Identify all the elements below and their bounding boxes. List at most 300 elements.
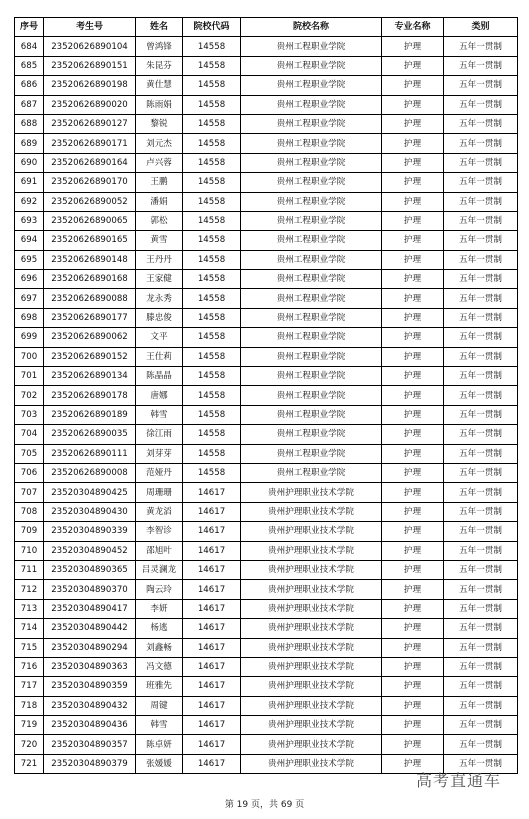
cell-name: 卢兴蓉 bbox=[136, 153, 183, 172]
cell-school-code: 14617 bbox=[183, 735, 241, 754]
cell-index: 708 bbox=[15, 502, 44, 521]
cell-school-code: 14558 bbox=[183, 270, 241, 289]
cell-school-code: 14617 bbox=[183, 560, 241, 579]
cell-category: 五年一贯制 bbox=[444, 95, 518, 114]
table-row bbox=[15, 114, 518, 133]
cell-major: 护理 bbox=[382, 483, 444, 502]
cell-school-code: 14558 bbox=[183, 134, 241, 153]
cell-name: 周珊珊 bbox=[136, 483, 183, 502]
cell-school-name: 贵州工程职业学院 bbox=[241, 289, 382, 308]
cell-school-code: 14558 bbox=[183, 289, 241, 308]
table-row bbox=[15, 560, 518, 579]
table-row bbox=[15, 580, 518, 599]
cell-exam-id: 23520626890020 bbox=[44, 95, 136, 114]
cell-exam-id: 23520626890111 bbox=[44, 444, 136, 463]
cell-exam-id: 23520626890148 bbox=[44, 250, 136, 269]
cell-index: 719 bbox=[15, 716, 44, 735]
cell-major: 护理 bbox=[382, 560, 444, 579]
cell-exam-id: 23520626890052 bbox=[44, 192, 136, 211]
cell-school-code: 14617 bbox=[183, 502, 241, 521]
cell-school-name: 贵州护理职业技术学院 bbox=[241, 716, 382, 735]
cell-name: 黄龙滔 bbox=[136, 502, 183, 521]
cell-name: 李妍 bbox=[136, 599, 183, 618]
table-row bbox=[15, 677, 518, 696]
cell-exam-id: 23520304890436 bbox=[44, 716, 136, 735]
cell-exam-id: 23520304890425 bbox=[44, 483, 136, 502]
cell-school-name: 贵州工程职业学院 bbox=[241, 444, 382, 463]
cell-exam-id: 23520304890357 bbox=[44, 735, 136, 754]
cell-exam-id: 23520304890339 bbox=[44, 522, 136, 541]
table-row bbox=[15, 270, 518, 289]
cell-major: 护理 bbox=[382, 76, 444, 95]
cell-school-code: 14617 bbox=[183, 754, 241, 773]
cell-index: 695 bbox=[15, 250, 44, 269]
cell-school-name: 贵州护理职业技术学院 bbox=[241, 657, 382, 676]
cell-major: 护理 bbox=[382, 328, 444, 347]
cell-index: 689 bbox=[15, 134, 44, 153]
cell-major: 护理 bbox=[382, 522, 444, 541]
cell-school-code: 14558 bbox=[183, 347, 241, 366]
cell-name: 周键 bbox=[136, 696, 183, 715]
cell-category: 五年一贯制 bbox=[444, 250, 518, 269]
cell-school-code: 14617 bbox=[183, 657, 241, 676]
cell-exam-id: 23520304890430 bbox=[44, 502, 136, 521]
cell-name: 杨逃 bbox=[136, 619, 183, 638]
cell-school-name: 贵州工程职业学院 bbox=[241, 114, 382, 133]
cell-name: 王丹丹 bbox=[136, 250, 183, 269]
cell-index: 711 bbox=[15, 560, 44, 579]
cell-school-name: 贵州工程职业学院 bbox=[241, 308, 382, 327]
cell-major: 护理 bbox=[382, 95, 444, 114]
table-row bbox=[15, 638, 518, 657]
cell-school-name: 贵州护理职业技术学院 bbox=[241, 483, 382, 502]
cell-category: 五年一贯制 bbox=[444, 463, 518, 482]
cell-major: 护理 bbox=[382, 425, 444, 444]
cell-index: 700 bbox=[15, 347, 44, 366]
cell-school-code: 14617 bbox=[183, 638, 241, 657]
cell-exam-id: 23520626890170 bbox=[44, 173, 136, 192]
cell-school-code: 14617 bbox=[183, 599, 241, 618]
table-row bbox=[15, 483, 518, 502]
cell-name: 范娅丹 bbox=[136, 463, 183, 482]
cell-category: 五年一贯制 bbox=[444, 134, 518, 153]
cell-school-name: 贵州工程职业学院 bbox=[241, 347, 382, 366]
cell-category: 五年一贯制 bbox=[444, 56, 518, 75]
table-row bbox=[15, 153, 518, 172]
cell-category: 五年一贯制 bbox=[444, 677, 518, 696]
cell-major: 护理 bbox=[382, 580, 444, 599]
cell-school-name: 贵州工程职业学院 bbox=[241, 173, 382, 192]
cell-index: 693 bbox=[15, 211, 44, 230]
cell-major: 护理 bbox=[382, 754, 444, 773]
cell-major: 护理 bbox=[382, 308, 444, 327]
table-header-row bbox=[15, 18, 518, 37]
cell-school-code: 14617 bbox=[183, 619, 241, 638]
cell-school-code: 14558 bbox=[183, 425, 241, 444]
cell-school-code: 14558 bbox=[183, 231, 241, 250]
cell-index: 686 bbox=[15, 76, 44, 95]
cell-category: 五年一贯制 bbox=[444, 270, 518, 289]
cell-category: 五年一贯制 bbox=[444, 560, 518, 579]
cell-school-code: 14558 bbox=[183, 173, 241, 192]
col-header-index: 序号 bbox=[15, 18, 44, 37]
cell-index: 705 bbox=[15, 444, 44, 463]
table-row bbox=[15, 76, 518, 95]
cell-index: 716 bbox=[15, 657, 44, 676]
table-row bbox=[15, 231, 518, 250]
cell-major: 护理 bbox=[382, 270, 444, 289]
cell-index: 713 bbox=[15, 599, 44, 618]
table-row bbox=[15, 541, 518, 560]
cell-exam-id: 23520626890088 bbox=[44, 289, 136, 308]
cell-school-code: 14558 bbox=[183, 192, 241, 211]
cell-category: 五年一贯制 bbox=[444, 347, 518, 366]
table-row bbox=[15, 328, 518, 347]
cell-school-code: 14558 bbox=[183, 37, 241, 56]
cell-index: 706 bbox=[15, 463, 44, 482]
table-row bbox=[15, 308, 518, 327]
col-header-school-name: 院校名称 bbox=[241, 18, 382, 37]
cell-category: 五年一贯制 bbox=[444, 114, 518, 133]
table-row bbox=[15, 56, 518, 75]
cell-school-code: 14558 bbox=[183, 76, 241, 95]
cell-major: 护理 bbox=[382, 56, 444, 75]
cell-school-name: 贵州工程职业学院 bbox=[241, 76, 382, 95]
cell-category: 五年一贯制 bbox=[444, 599, 518, 618]
cell-school-code: 14558 bbox=[183, 405, 241, 424]
cell-index: 684 bbox=[15, 37, 44, 56]
cell-name: 韩雪 bbox=[136, 716, 183, 735]
cell-school-code: 14617 bbox=[183, 522, 241, 541]
cell-category: 五年一贯制 bbox=[444, 522, 518, 541]
cell-index: 709 bbox=[15, 522, 44, 541]
cell-school-name: 贵州工程职业学院 bbox=[241, 463, 382, 482]
table-row bbox=[15, 250, 518, 269]
cell-school-name: 贵州工程职业学院 bbox=[241, 211, 382, 230]
cell-index: 698 bbox=[15, 308, 44, 327]
cell-major: 护理 bbox=[382, 638, 444, 657]
table-row bbox=[15, 502, 518, 521]
cell-major: 护理 bbox=[382, 716, 444, 735]
cell-name: 黄仕慧 bbox=[136, 76, 183, 95]
cell-name: 班雅先 bbox=[136, 677, 183, 696]
cell-category: 五年一贯制 bbox=[444, 211, 518, 230]
table-row bbox=[15, 37, 518, 56]
col-header-major: 专业名称 bbox=[382, 18, 444, 37]
cell-major: 护理 bbox=[382, 231, 444, 250]
col-header-category: 类别 bbox=[444, 18, 518, 37]
cell-index: 710 bbox=[15, 541, 44, 560]
cell-major: 护理 bbox=[382, 37, 444, 56]
cell-category: 五年一贯制 bbox=[444, 153, 518, 172]
cell-name: 文平 bbox=[136, 328, 183, 347]
cell-school-code: 14617 bbox=[183, 483, 241, 502]
cell-name: 韩雪 bbox=[136, 405, 183, 424]
col-header-name: 姓名 bbox=[136, 18, 183, 37]
cell-school-code: 14558 bbox=[183, 250, 241, 269]
admission-list-table bbox=[14, 17, 518, 774]
cell-name: 张媛媛 bbox=[136, 754, 183, 773]
cell-category: 五年一贯制 bbox=[444, 754, 518, 773]
cell-exam-id: 23520626890127 bbox=[44, 114, 136, 133]
cell-school-name: 贵州工程职业学院 bbox=[241, 37, 382, 56]
cell-name: 刘元杰 bbox=[136, 134, 183, 153]
cell-name: 黎锐 bbox=[136, 114, 183, 133]
cell-exam-id: 23520626890168 bbox=[44, 270, 136, 289]
cell-major: 护理 bbox=[382, 599, 444, 618]
cell-name: 陈晶晶 bbox=[136, 367, 183, 386]
cell-school-name: 贵州工程职业学院 bbox=[241, 367, 382, 386]
cell-category: 五年一贯制 bbox=[444, 308, 518, 327]
cell-category: 五年一贯制 bbox=[444, 173, 518, 192]
cell-school-code: 14558 bbox=[183, 211, 241, 230]
col-header-school-code: 院校代码 bbox=[183, 18, 241, 37]
cell-school-name: 贵州护理职业技术学院 bbox=[241, 619, 382, 638]
cell-school-name: 贵州工程职业学院 bbox=[241, 95, 382, 114]
cell-school-code: 14558 bbox=[183, 463, 241, 482]
cell-school-code: 14617 bbox=[183, 696, 241, 715]
cell-name: 徐江雨 bbox=[136, 425, 183, 444]
cell-category: 五年一贯制 bbox=[444, 328, 518, 347]
cell-major: 护理 bbox=[382, 211, 444, 230]
cell-major: 护理 bbox=[382, 386, 444, 405]
cell-category: 五年一贯制 bbox=[444, 541, 518, 560]
cell-index: 721 bbox=[15, 754, 44, 773]
page-footer: 第 19 页，共 69 页 bbox=[224, 800, 305, 810]
cell-exam-id: 23520304890442 bbox=[44, 619, 136, 638]
cell-exam-id: 23520626890104 bbox=[44, 37, 136, 56]
cell-index: 703 bbox=[15, 405, 44, 424]
cell-index: 704 bbox=[15, 425, 44, 444]
cell-school-name: 贵州护理职业技术学院 bbox=[241, 502, 382, 521]
cell-exam-id: 23520304890432 bbox=[44, 696, 136, 715]
cell-exam-id: 23520626890151 bbox=[44, 56, 136, 75]
cell-name: 龙永秀 bbox=[136, 289, 183, 308]
cell-school-name: 贵州工程职业学院 bbox=[241, 405, 382, 424]
cell-school-code: 14558 bbox=[183, 444, 241, 463]
cell-category: 五年一贯制 bbox=[444, 638, 518, 657]
cell-category: 五年一贯制 bbox=[444, 367, 518, 386]
cell-major: 护理 bbox=[382, 463, 444, 482]
table-row bbox=[15, 192, 518, 211]
cell-category: 五年一贯制 bbox=[444, 405, 518, 424]
cell-school-name: 贵州工程职业学院 bbox=[241, 386, 382, 405]
cell-major: 护理 bbox=[382, 735, 444, 754]
cell-school-code: 14617 bbox=[183, 677, 241, 696]
cell-school-name: 贵州护理职业技术学院 bbox=[241, 638, 382, 657]
cell-major: 护理 bbox=[382, 250, 444, 269]
cell-index: 685 bbox=[15, 56, 44, 75]
cell-category: 五年一贯制 bbox=[444, 483, 518, 502]
table-row bbox=[15, 386, 518, 405]
cell-exam-id: 23520626890152 bbox=[44, 347, 136, 366]
cell-name: 邵旭叶 bbox=[136, 541, 183, 560]
cell-major: 护理 bbox=[382, 289, 444, 308]
cell-major: 护理 bbox=[382, 192, 444, 211]
table-row bbox=[15, 522, 518, 541]
cell-name: 朱昆芬 bbox=[136, 56, 183, 75]
cell-exam-id: 23520626890008 bbox=[44, 463, 136, 482]
cell-exam-id: 23520626890165 bbox=[44, 231, 136, 250]
cell-name: 王鹏 bbox=[136, 173, 183, 192]
cell-school-code: 14558 bbox=[183, 328, 241, 347]
cell-school-name: 贵州工程职业学院 bbox=[241, 250, 382, 269]
cell-exam-id: 23520304890363 bbox=[44, 657, 136, 676]
cell-major: 护理 bbox=[382, 619, 444, 638]
cell-index: 718 bbox=[15, 696, 44, 715]
cell-category: 五年一贯制 bbox=[444, 444, 518, 463]
cell-school-code: 14617 bbox=[183, 580, 241, 599]
table-row bbox=[15, 599, 518, 618]
cell-major: 护理 bbox=[382, 696, 444, 715]
col-header-exam-id: 考生号 bbox=[44, 18, 136, 37]
cell-school-code: 14558 bbox=[183, 308, 241, 327]
cell-school-name: 贵州护理职业技术学院 bbox=[241, 735, 382, 754]
cell-index: 702 bbox=[15, 386, 44, 405]
cell-school-code: 14558 bbox=[183, 153, 241, 172]
cell-name: 吕灵澜龙 bbox=[136, 560, 183, 579]
table-row bbox=[15, 657, 518, 676]
cell-major: 护理 bbox=[382, 153, 444, 172]
table-row bbox=[15, 696, 518, 715]
cell-school-name: 贵州工程职业学院 bbox=[241, 231, 382, 250]
cell-index: 690 bbox=[15, 153, 44, 172]
cell-major: 护理 bbox=[382, 114, 444, 133]
cell-school-name: 贵州护理职业技术学院 bbox=[241, 754, 382, 773]
cell-school-name: 贵州护理职业技术学院 bbox=[241, 522, 382, 541]
cell-index: 687 bbox=[15, 95, 44, 114]
cell-index: 696 bbox=[15, 270, 44, 289]
table-row bbox=[15, 405, 518, 424]
cell-category: 五年一贯制 bbox=[444, 37, 518, 56]
cell-index: 714 bbox=[15, 619, 44, 638]
cell-category: 五年一贯制 bbox=[444, 502, 518, 521]
cell-index: 691 bbox=[15, 173, 44, 192]
cell-major: 护理 bbox=[382, 347, 444, 366]
cell-major: 护理 bbox=[382, 173, 444, 192]
watermark-text: 高考直通车 bbox=[415, 771, 501, 790]
cell-index: 697 bbox=[15, 289, 44, 308]
cell-name: 唐娜 bbox=[136, 386, 183, 405]
cell-name: 王家健 bbox=[136, 270, 183, 289]
cell-exam-id: 23520626890189 bbox=[44, 405, 136, 424]
cell-exam-id: 23520626890065 bbox=[44, 211, 136, 230]
cell-school-code: 14617 bbox=[183, 541, 241, 560]
cell-school-name: 贵州工程职业学院 bbox=[241, 56, 382, 75]
cell-category: 五年一贯制 bbox=[444, 386, 518, 405]
table-row bbox=[15, 134, 518, 153]
table-row bbox=[15, 463, 518, 482]
cell-exam-id: 23520626890198 bbox=[44, 76, 136, 95]
cell-school-name: 贵州护理职业技术学院 bbox=[241, 696, 382, 715]
cell-major: 护理 bbox=[382, 367, 444, 386]
cell-major: 护理 bbox=[382, 444, 444, 463]
table-row bbox=[15, 425, 518, 444]
cell-category: 五年一贯制 bbox=[444, 657, 518, 676]
cell-school-code: 14558 bbox=[183, 95, 241, 114]
cell-index: 717 bbox=[15, 677, 44, 696]
cell-category: 五年一贯制 bbox=[444, 696, 518, 715]
cell-exam-id: 23520626890171 bbox=[44, 134, 136, 153]
cell-category: 五年一贯制 bbox=[444, 231, 518, 250]
cell-category: 五年一贯制 bbox=[444, 289, 518, 308]
table-row bbox=[15, 347, 518, 366]
table-row bbox=[15, 735, 518, 754]
cell-index: 688 bbox=[15, 114, 44, 133]
cell-school-code: 14558 bbox=[183, 56, 241, 75]
cell-school-name: 贵州护理职业技术学院 bbox=[241, 599, 382, 618]
table-row bbox=[15, 444, 518, 463]
cell-school-name: 贵州工程职业学院 bbox=[241, 270, 382, 289]
table-row bbox=[15, 367, 518, 386]
cell-exam-id: 23520626890134 bbox=[44, 367, 136, 386]
cell-name: 曾鸿锋 bbox=[136, 37, 183, 56]
cell-category: 五年一贯制 bbox=[444, 580, 518, 599]
cell-name: 郭松 bbox=[136, 211, 183, 230]
cell-name: 刘芽芽 bbox=[136, 444, 183, 463]
table-row bbox=[15, 173, 518, 192]
cell-major: 护理 bbox=[382, 502, 444, 521]
cell-school-name: 贵州工程职业学院 bbox=[241, 328, 382, 347]
cell-name: 黄雪 bbox=[136, 231, 183, 250]
cell-exam-id: 23520626890062 bbox=[44, 328, 136, 347]
cell-category: 五年一贯制 bbox=[444, 76, 518, 95]
cell-school-name: 贵州护理职业技术学院 bbox=[241, 541, 382, 560]
cell-exam-id: 23520304890365 bbox=[44, 560, 136, 579]
cell-school-code: 14558 bbox=[183, 114, 241, 133]
cell-category: 五年一贯制 bbox=[444, 425, 518, 444]
cell-exam-id: 23520304890452 bbox=[44, 541, 136, 560]
table-row bbox=[15, 289, 518, 308]
cell-school-name: 贵州工程职业学院 bbox=[241, 192, 382, 211]
cell-exam-id: 23520304890379 bbox=[44, 754, 136, 773]
cell-name: 滕忠俊 bbox=[136, 308, 183, 327]
cell-major: 护理 bbox=[382, 657, 444, 676]
cell-index: 699 bbox=[15, 328, 44, 347]
cell-major: 护理 bbox=[382, 677, 444, 696]
cell-name: 王仕莉 bbox=[136, 347, 183, 366]
cell-index: 712 bbox=[15, 580, 44, 599]
cell-category: 五年一贯制 bbox=[444, 735, 518, 754]
cell-exam-id: 23520626890035 bbox=[44, 425, 136, 444]
table-row bbox=[15, 211, 518, 230]
cell-school-name: 贵州护理职业技术学院 bbox=[241, 560, 382, 579]
cell-school-name: 贵州护理职业技术学院 bbox=[241, 580, 382, 599]
cell-major: 护理 bbox=[382, 405, 444, 424]
cell-name: 陶云玲 bbox=[136, 580, 183, 599]
table-row bbox=[15, 619, 518, 638]
cell-school-name: 贵州护理职业技术学院 bbox=[241, 677, 382, 696]
cell-index: 701 bbox=[15, 367, 44, 386]
cell-school-name: 贵州工程职业学院 bbox=[241, 153, 382, 172]
cell-index: 694 bbox=[15, 231, 44, 250]
cell-exam-id: 23520626890178 bbox=[44, 386, 136, 405]
cell-index: 707 bbox=[15, 483, 44, 502]
cell-name: 李智诊 bbox=[136, 522, 183, 541]
cell-school-code: 14558 bbox=[183, 386, 241, 405]
cell-exam-id: 23520304890294 bbox=[44, 638, 136, 657]
cell-name: 陈卓妍 bbox=[136, 735, 183, 754]
cell-school-name: 贵州工程职业学院 bbox=[241, 134, 382, 153]
cell-name: 冯文德 bbox=[136, 657, 183, 676]
table-row bbox=[15, 95, 518, 114]
cell-exam-id: 23520304890417 bbox=[44, 599, 136, 618]
cell-name: 陈雨娟 bbox=[136, 95, 183, 114]
cell-school-code: 14558 bbox=[183, 367, 241, 386]
cell-school-code: 14617 bbox=[183, 716, 241, 735]
table-row bbox=[15, 716, 518, 735]
cell-category: 五年一贯制 bbox=[444, 716, 518, 735]
